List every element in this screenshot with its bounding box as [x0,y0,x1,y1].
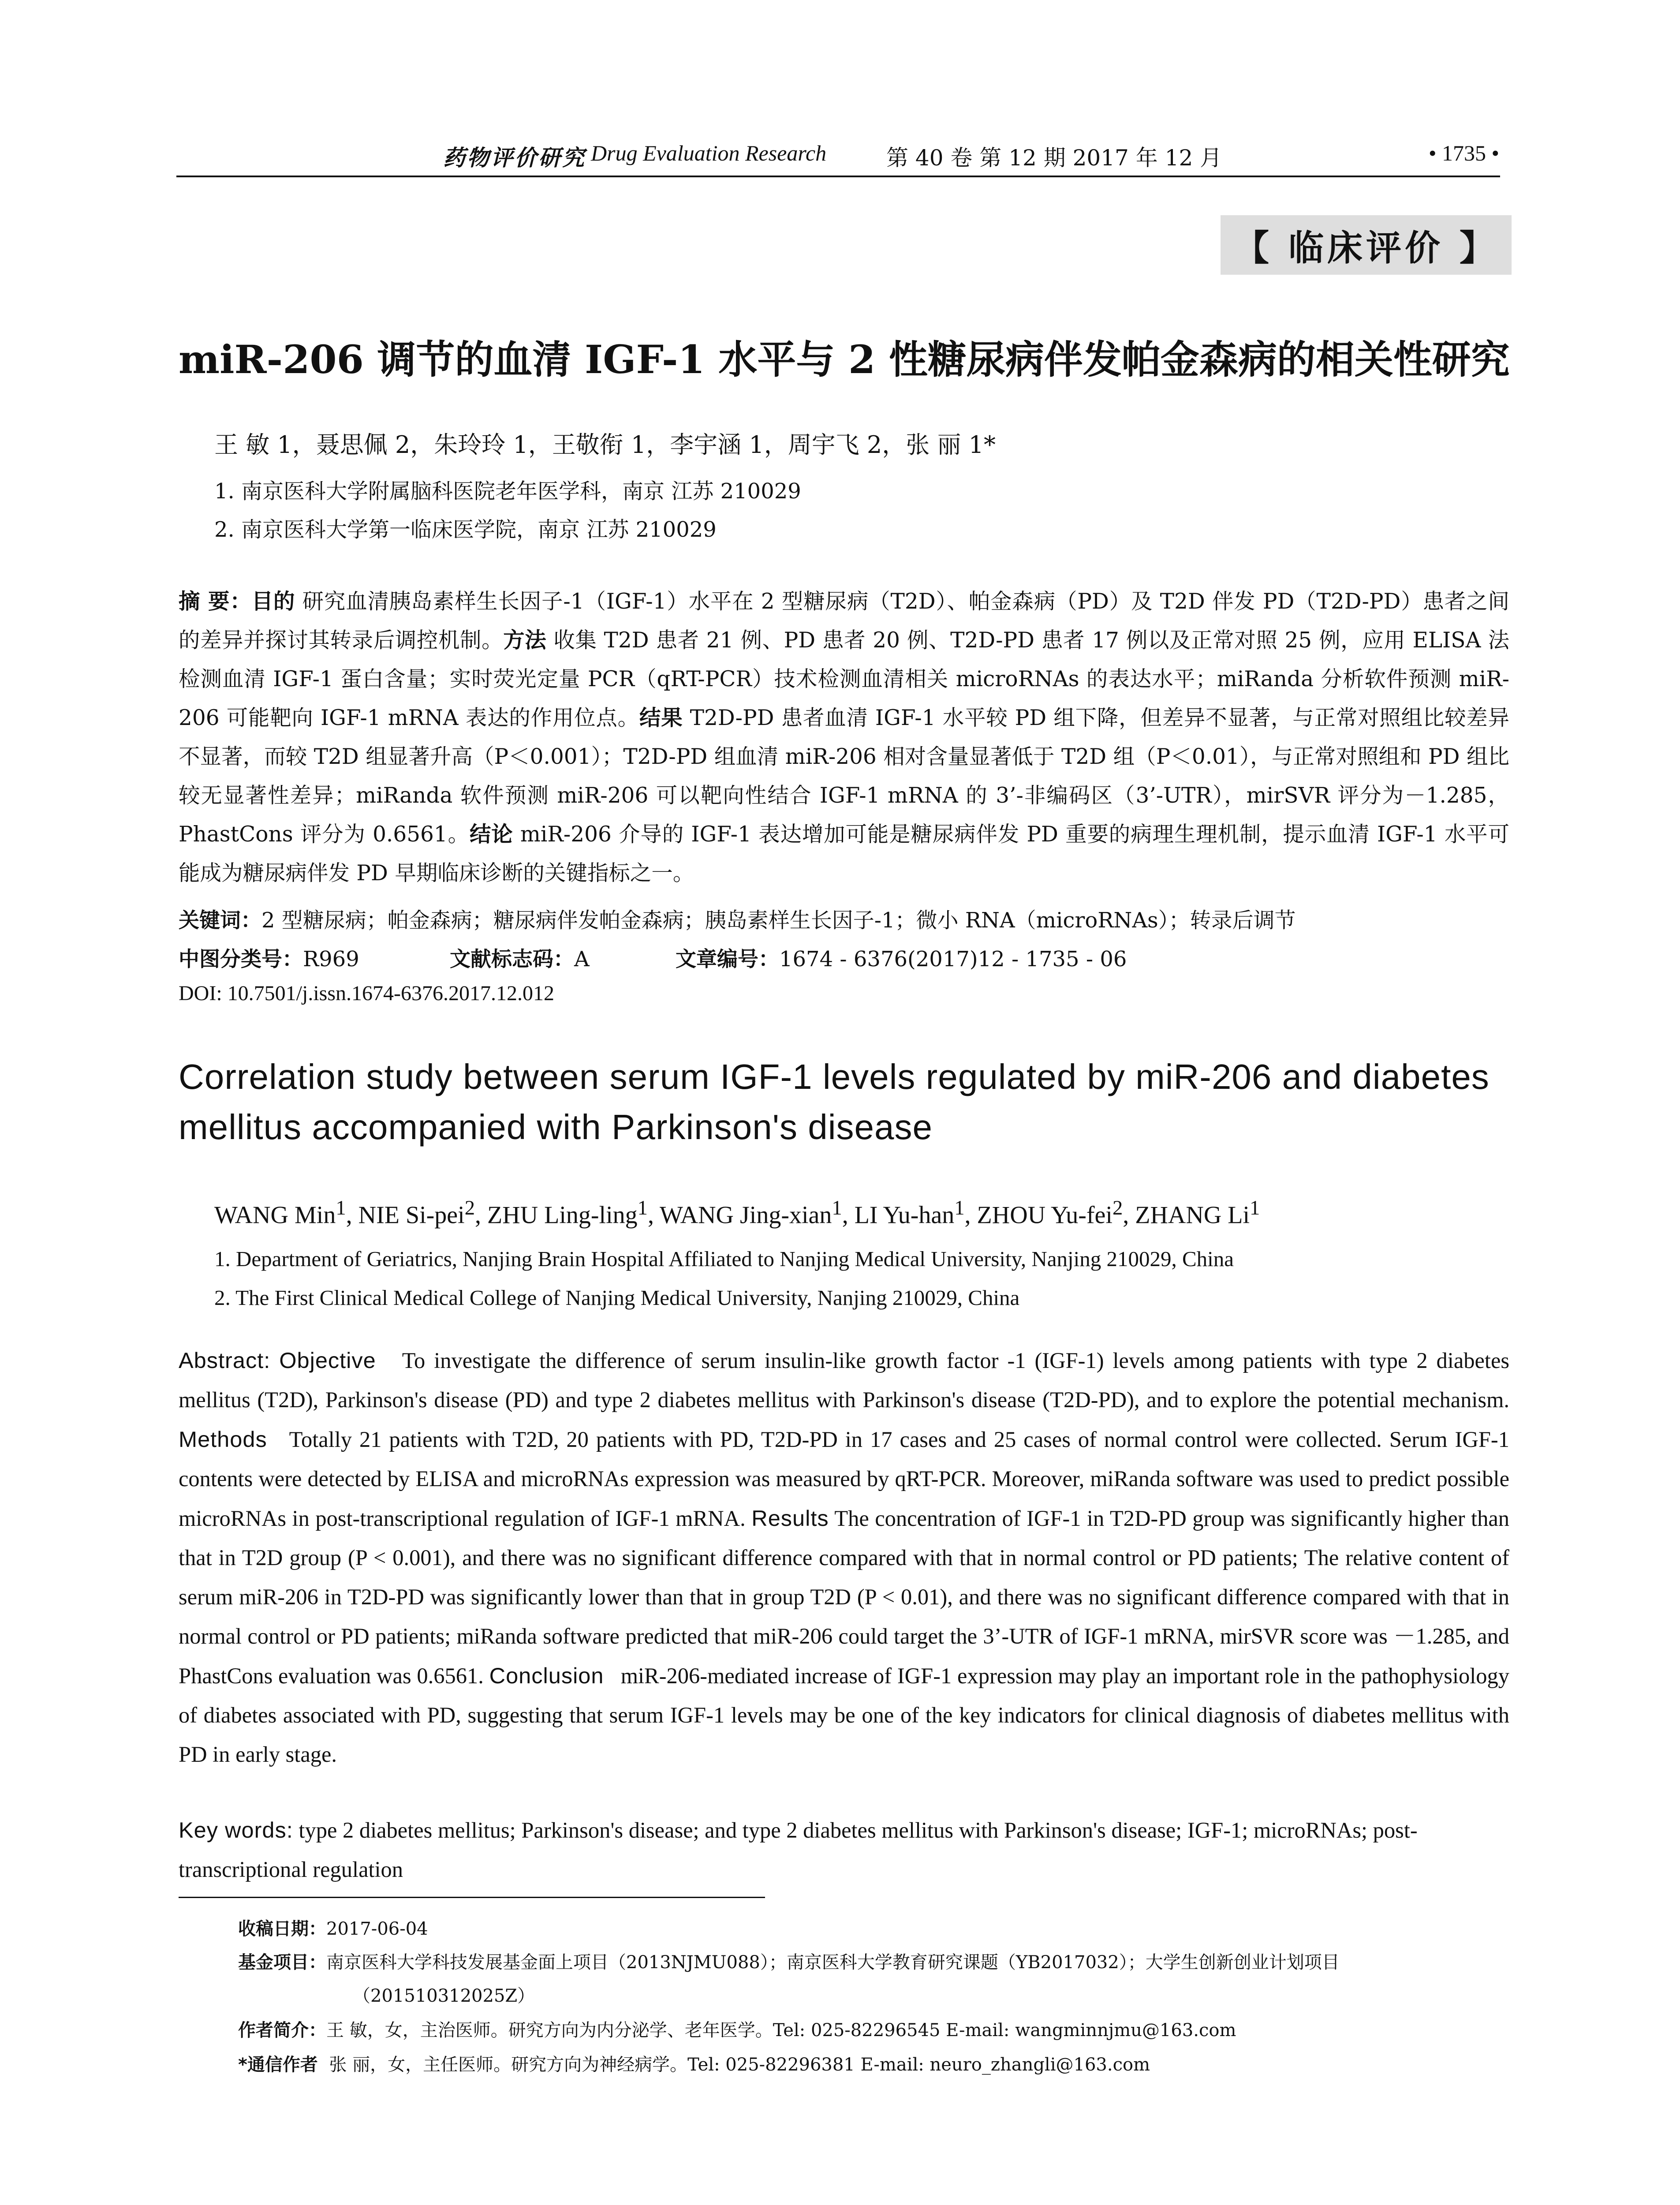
doi: DOI: 10.7501/j.issn.1674-6376.2017.12.012 [179,982,554,1005]
authors-cn: 王 敏 1，聂思佩 2，朱玲玲 1，王敬衔 1，李宇涵 1，周宇飞 2，张 丽 1* [214,431,996,459]
results-cn: T2D-PD 患者血清 IGF-1 水平较 PD 组下降，但差异不显著，与正常对照组比较差异不显著，而较 T2D 组显著升高（P＜0.001）；T2D-PD 组血清 miR-206 相对含量显著低于 T2D 组（P＜0.01），与正常对照组和 PD 组比较无显著性差异；miRanda 软件预测 miR-206 可以靶向性结合 IGF-1 mRNA 的 3’-非编码区（3’-UTR），mirSVR 评分为－1.285，PhastCons 评分为 0.6561。 [179,706,1510,847]
methods-cn: 收集 T2D 患者 21 例、PD 患者 20 例、T2D-PD 患者 17 例以及正常对照 25 例，应用 ELISA 法检测血清 IGF-1 蛋白含量；实时荧光定量 PCR（qRT-PCR）技术检测血清相关 microRNAs 的表达水平；miRanda 分析软件预测 miR-206 可能靶向 IGF-1 mRNA 表达的作用位点。 [179,628,1509,730]
keywords-cn-label: 关键词： [179,908,261,933]
authors-en: WANG Min$^1$, NIE Si-pei$^2$, ZHU Ling-ling$^1$, WANG Jing-xian$^1$, LI Yu-han$^1$, ZHOU Yu-fei$^2$, ZHANG Li$^1$ [214,1196,1260,1229]
methods-cn-label: 方法 [503,628,547,653]
clc-label: 中图分类号： [179,947,303,972]
issue-info: 第 40 卷 第 12 期 2017 年 12 月 [886,145,1222,171]
conclusion-en: miR-206-mediated increase of IGF-1 expression may play an important role in the pathophysiology of diabetes associated with PD, suggesting that serum IGF-1 levels may be one of the key indicators for clinical diagnosis of diabetes mellitus with PD in early stage. [179,1663,1510,1767]
author-label: 作者简介： [238,2020,326,2041]
affiliation-cn-1: 1. 南京医科大学附属脑科医院老年医学科，南京 江苏 210029 [214,479,801,504]
results-cn-label: 结果 [639,706,683,730]
abstract-en-label: Abstract: [179,1348,271,1373]
objective-cn: 研究血清胰岛素样生长因子-1（IGF-1）水平在 2 型糖尿病（T2D）、帕金森病（PD）及 T2D 伴发 PD（T2D-PD）患者之间的差异并探讨其转录后调控机制。 [179,589,1509,653]
journal-name-cn: 药物评价研究 [443,145,586,171]
corresponding-author [238,2051,1150,2076]
results-en-label: Results [751,1506,829,1531]
abstract-cn-label: 摘 要： [179,589,252,614]
title-en: Correlation study between serum IGF-1 levels regulated by miR-206 and diabetes mellitus accompanied with Parkinson's disease [179,1057,1490,1147]
affiliation-en-2: 2. The First Clinical Medical College of Nanjing Medical University, Nanjing 210029, China [214,1286,1020,1310]
keywords-en [179,1810,1509,1889]
objective-en: To investigate the difference of serum insulin-like growth factor -1 (IGF-1) levels among patients with type 2 diabetes mellitus (T2D), Parkinson's disease (PD) and type 2 diabetes mellitus with Parkinson's disease (T2D-PD), and to explore the potential mechanism. [179,1348,1510,1412]
received-value: 2017-06-04 [326,1919,428,1939]
keywords-cn [179,903,1296,934]
keywords-cn-text: 2 型糖尿病；帕金森病；糖尿病伴发帕金森病；胰岛素样生长因子-1；微小 RNA（microRNAs）；转录后调节 [261,908,1296,933]
section-label: 【 临床评价 】 [1221,215,1512,275]
clc-value: R969 [303,947,359,972]
conclusion-cn: miR-206 介导的 IGF-1 表达增加可能是糖尿病伴发 PD 重要的病理生理机制，提示血清 IGF-1 水平可能成为糖尿病伴发 PD 早期临床诊断的关键指标之一。 [179,822,1509,886]
conclusion-cn-label: 结论 [469,822,513,847]
abstract-cn [179,582,1509,893]
doc-code-value: A [574,947,590,972]
doc-code-label: 文献标志码： [450,947,575,972]
running-header [176,140,1499,176]
abstract-en [179,1341,1509,1774]
journal-name-en: Drug Evaluation Research [591,141,827,165]
fund-value: 南京医科大学科技发展基金面上项目（2013NJMU088）；南京医科大学教育研究课题（YB2017032）；大学生创新创业计划项目 [326,1952,1340,1973]
results-en: The concentration of IGF-1 in T2D-PD group was significantly higher than that in T2D group (P < 0.001), and there was no significant difference compared with that in normal control or PD patients; The relative content of serum miR-206 in T2D-PD was significantly lower than that in group T2D (P < 0.01), and there was no significant difference compared with that in normal control or PD patients; miRanda software predicted that miR-206 could target the 3’-UTR of IGF-1 mRNA, mirSVR score was －1.285, and PhastCons evaluation was 0.6561. [179,1506,1509,1688]
article-no-label: 文章编号： [675,947,779,972]
author-info [238,2016,1236,2041]
affiliation-en-1: 1. Department of Geriatrics, Nanjing Brain Hospital Affiliated to Nanjing Medical University, Nanjing 210029, China [214,1247,1234,1271]
objective-cn-label: 目的 [251,589,295,614]
title-cn: miR-206 调节的血清 IGF-1 水平与 2 性糖尿病伴发帕金森病的相关性研究 [179,336,1510,382]
keywords-en-label: Key words: [179,1817,293,1842]
keywords-en-text: type 2 diabetes mellitus; Parkinson's disease; and type 2 diabetes mellitus with Parkinson's disease; IGF-1; microRNAs; post-transcriptional regulation [179,1818,1418,1882]
objective-en-label: Objective [279,1348,376,1373]
affiliation-cn-2: 2. 南京医科大学第一临床医学院，南京 江苏 210029 [214,517,717,542]
methods-en-label: Methods [179,1427,267,1452]
fund-label: 基金项目： [238,1952,326,1973]
footnote-rule [179,1897,765,1898]
fund-info-cont: （201510312025Z） [353,1986,535,2006]
header-rule [176,176,1500,177]
author-value: 王 敏，女，主治医师。研究方向为内分泌学、老年医学。Tel: 025-82296545 E-mail: wangminnjmu@163.com [326,2020,1236,2041]
corresponding-value: 张 丽，女，主任医师。研究方向为神经病学。Tel: 025-82296381 E-mail: neuro_zhangli@163.com [329,2055,1150,2075]
classification-line [179,943,1127,972]
fund-info [238,1948,1340,1973]
page-number: • 1735 • [1428,141,1499,165]
received-label: 收稿日期： [238,1919,326,1939]
article-no-value: 1674 - 6376(2017)12 - 1735 - 06 [779,947,1127,972]
conclusion-en-label: Conclusion [489,1663,604,1688]
received-date [238,1915,428,1940]
methods-en: Totally 21 patients with T2D, 20 patients with PD, T2D-PD in 17 cases and 25 cases of normal control were collected. Serum IGF-1 contents were detected by ELISA and microRNAs expression was measured by qRT-PCR. Moreover, miRanda software was used to predict possible microRNAs in post-transcriptional regulation of IGF-1 mRNA. [179,1427,1509,1531]
corresponding-label: *通信作者 [238,2055,318,2075]
